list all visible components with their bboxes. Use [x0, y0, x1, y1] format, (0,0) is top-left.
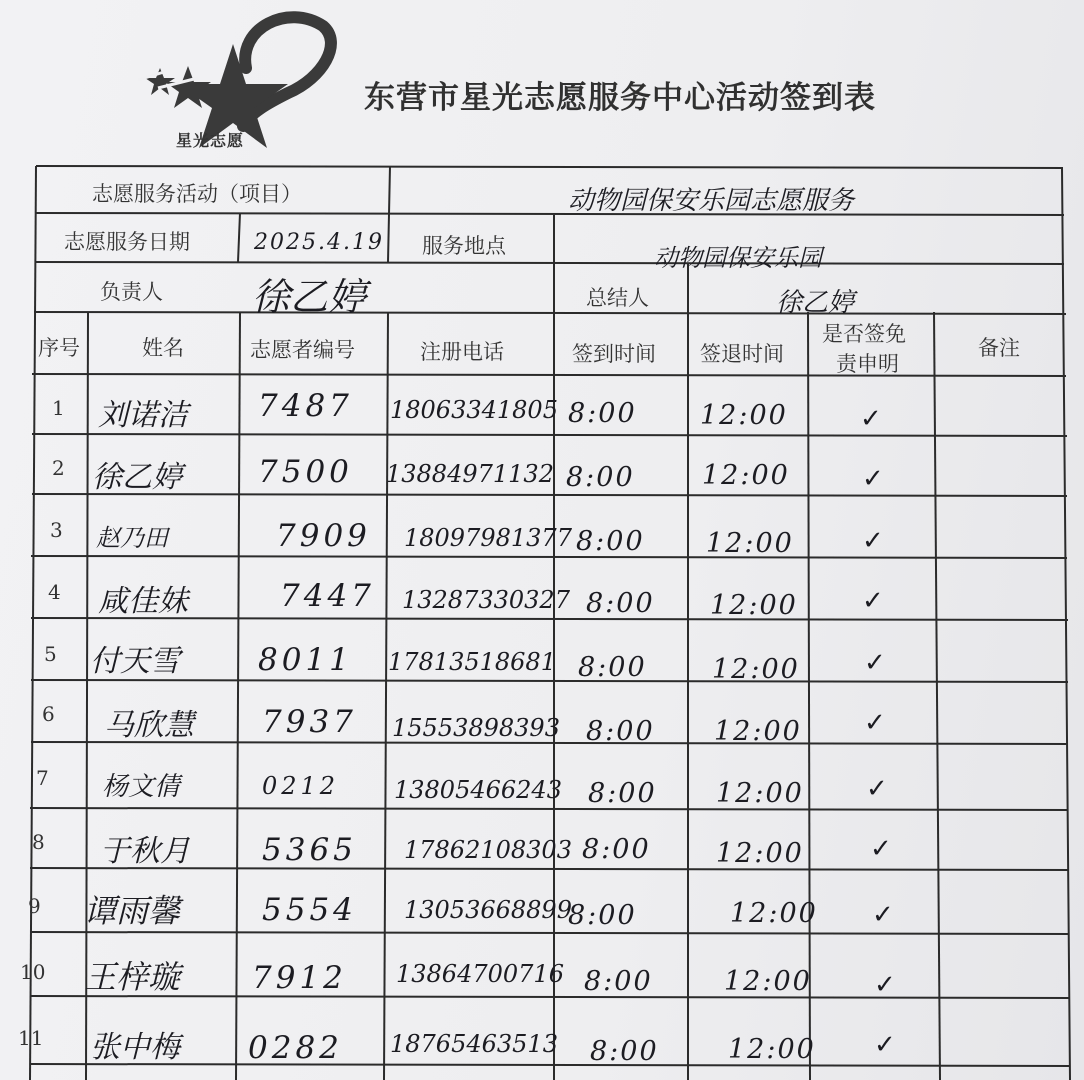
row-waiver-check: ✓ [862, 586, 884, 616]
row-phone: 13053668899 [404, 896, 572, 924]
row-name: 于秋月 [100, 834, 190, 869]
row-seq: 9 [28, 894, 41, 918]
row-checkout: 12:00 [724, 966, 812, 997]
row-name: 马欣慧 [104, 708, 194, 743]
row-name: 王梓璇 [84, 958, 181, 996]
row-checkin: 8:00 [588, 778, 657, 809]
col-seq: 序号 [38, 336, 80, 360]
col-name: 姓名 [142, 336, 184, 360]
row-name: 付天雪 [90, 644, 180, 679]
row-waiver-check: ✓ [874, 970, 896, 1000]
row-checkin: 8:00 [590, 1036, 659, 1067]
row-seq: 2 [52, 456, 65, 480]
date-label: 志愿服务日期 [64, 230, 190, 254]
row-checkout: 12:00 [706, 528, 794, 559]
row-checkin: 8:00 [586, 716, 655, 747]
row-waiver-check: ✓ [860, 404, 882, 434]
row-volunteer-id: 7487 [258, 388, 353, 424]
row-waiver-check: ✓ [872, 900, 894, 930]
row-checkout: 12:00 [716, 778, 804, 809]
row-phone: 13864700716 [396, 960, 564, 988]
row-waiver-check: ✓ [874, 1030, 896, 1060]
leader-label: 负责人 [100, 280, 163, 304]
row-waiver-check: ✓ [862, 464, 884, 494]
row-checkin: 8:00 [576, 526, 645, 557]
row-checkout: 12:00 [700, 400, 788, 431]
row-waiver-check: ✓ [870, 834, 892, 864]
col-checkout: 签退时间 [700, 342, 784, 366]
page-title: 东营市星光志愿服务中心活动签到表 [364, 80, 876, 116]
row-phone: 18765463513 [390, 1030, 558, 1058]
row-seq: 7 [36, 766, 49, 790]
row-phone: 17813518681 [388, 648, 556, 676]
date-value: 2025.4.19 [254, 230, 384, 255]
row-checkout: 12:00 [714, 716, 802, 747]
row-phone: 18097981377 [404, 524, 572, 552]
row-waiver-check: ✓ [864, 708, 886, 738]
col-checkin: 签到时间 [572, 342, 656, 366]
row-seq: 1 [52, 396, 65, 420]
row-waiver-check: ✓ [862, 526, 884, 556]
row-name: 张中梅 [90, 1030, 180, 1065]
summarizer-value: 徐乙婷 [776, 288, 855, 318]
col-phone: 注册电话 [420, 340, 504, 364]
logo-text: 星光志愿 [176, 131, 245, 150]
row-checkout: 12:00 [730, 898, 818, 929]
row-waiver-check: ✓ [864, 648, 886, 678]
row-waiver-check: ✓ [866, 774, 888, 804]
row-seq: 8 [32, 830, 45, 854]
row-volunteer-id: 0282 [248, 1030, 343, 1066]
row-checkout: 12:00 [702, 460, 790, 491]
location-label: 服务地点 [422, 234, 506, 258]
row-phone: 13884971132 [386, 460, 554, 488]
row-checkout: 12:00 [728, 1034, 816, 1065]
col-waiver-line2: 责申明 [836, 352, 899, 376]
row-name: 谭雨馨 [84, 892, 181, 930]
row-phone: 17862108303 [404, 836, 572, 864]
row-checkin: 8:00 [584, 966, 653, 997]
row-volunteer-id: 8011 [258, 642, 353, 678]
row-checkout: 12:00 [712, 654, 800, 685]
row-volunteer-id: 7912 [252, 960, 347, 996]
row-volunteer-id: 5365 [262, 832, 357, 868]
row-checkin: 8:00 [586, 588, 655, 619]
activity-label: 志愿服务活动（项目） [92, 182, 302, 206]
row-checkout: 12:00 [716, 838, 804, 869]
row-name: 杨文倩 [102, 772, 181, 802]
row-name: 徐乙婷 [92, 460, 182, 495]
row-checkout: 12:00 [710, 590, 798, 621]
row-seq: 11 [18, 1026, 44, 1050]
col-waiver-line1: 是否签免 [822, 322, 906, 346]
location-value: 动物园保安乐园 [654, 244, 822, 272]
row-volunteer-id: 0212 [262, 772, 340, 800]
row-volunteer-id: 7447 [280, 578, 375, 614]
row-phone: 13805466243 [394, 776, 562, 804]
summarizer-label: 总结人 [586, 286, 649, 310]
row-volunteer-id: 7909 [276, 518, 371, 554]
row-checkin: 8:00 [582, 834, 651, 865]
row-seq: 6 [42, 702, 55, 726]
row-phone: 15553898393 [392, 714, 560, 742]
leader-value: 徐乙婷 [252, 275, 367, 319]
row-seq: 5 [44, 642, 57, 666]
row-name: 咸佳妹 [98, 584, 188, 619]
row-phone: 18063341805 [390, 396, 558, 424]
row-seq: 3 [50, 518, 63, 542]
row-checkin: 8:00 [566, 462, 635, 493]
row-name: 赵乃田 [96, 524, 168, 552]
row-name: 刘诺洁 [98, 398, 188, 433]
row-volunteer-id: 7937 [262, 704, 357, 740]
row-phone: 13287330327 [402, 586, 570, 614]
row-checkin: 8:00 [568, 900, 637, 931]
row-seq: 4 [48, 580, 61, 604]
row-volunteer-id: 7500 [258, 454, 353, 490]
col-id: 志愿者编号 [250, 338, 355, 362]
col-note: 备注 [978, 336, 1020, 360]
row-seq: 10 [20, 960, 46, 984]
activity-value: 动物园保安乐园志愿服务 [568, 186, 855, 216]
row-checkin: 8:00 [568, 398, 637, 429]
row-checkin: 8:00 [578, 652, 647, 683]
row-volunteer-id: 5554 [262, 892, 357, 928]
